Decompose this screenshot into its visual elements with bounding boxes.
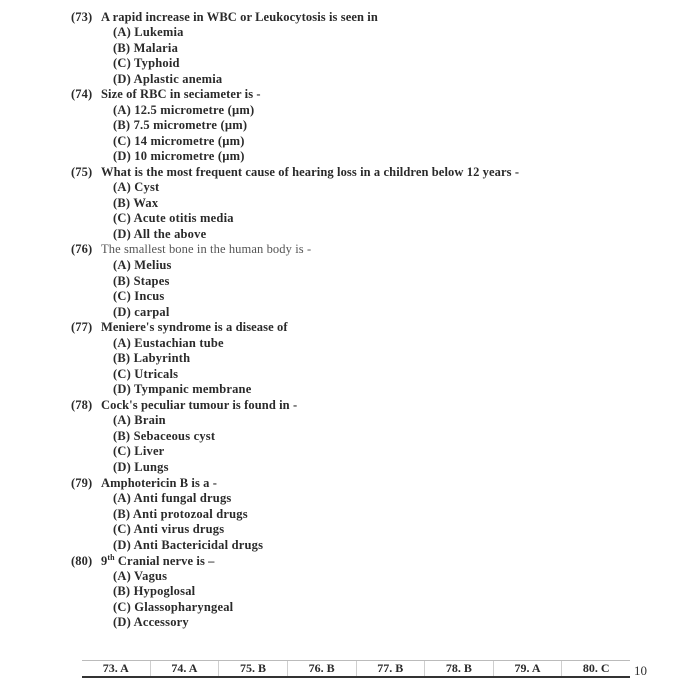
option-75-d: (D) All the above [113,227,207,241]
option-78-b: (B) Sebaceous cyst [113,429,216,443]
option-73-b: (B) Malaria [113,41,179,55]
question-73: (73) A rapid increase in WBC or Leukocytosis is seen in [71,10,378,24]
question-80: (80) 9th Cranial nerve is – [71,553,215,569]
option-77-a: (A) Eustachian tube [113,336,224,350]
option-77-b: (B) Labyrinth [113,351,191,365]
answer-74: 74. A [151,661,220,676]
question-77: (77) Meniere's syndrome is a disease of [71,320,288,334]
option-76-a: (A) Melius [113,258,172,272]
option-74-c: (C) 14 micrometre (µm) [113,134,245,148]
option-79-a: (A) Anti fungal drugs [113,491,232,505]
option-76-d: (D) carpal [113,305,170,319]
option-75-a: (A) Cyst [113,180,160,194]
option-78-d: (D) Lungs [113,460,169,474]
option-78-c: (C) Liver [113,444,165,458]
answer-76: 76. B [288,661,357,676]
option-74-a: (A) 12.5 micrometre (µm) [113,103,255,117]
option-79-d: (D) Anti Bactericidal drugs [113,538,264,552]
question-76: (76) The smallest bone in the human body is - [71,242,312,256]
option-73-c: (C) Typhoid [113,56,180,70]
question-79: (79) Amphotericin B is a - [71,476,217,490]
answer-key [82,660,630,678]
option-74-d: (D) 10 micrometre (µm) [113,149,245,163]
option-77-d: (D) Tympanic membrane [113,382,252,396]
page-number: 10 [634,663,647,678]
option-80-d: (D) Accessory [113,615,189,629]
option-74-b: (B) 7.5 micrometre (µm) [113,118,248,132]
option-75-b: (B) Wax [113,196,159,210]
option-76-b: (B) Stapes [113,274,170,288]
answer-80: 80. C [582,661,610,675]
question-75: (75) What is the most frequent cause of hearing loss in a children below 12 years - [71,165,520,179]
answer-73: 73. A [82,661,151,676]
option-78-a: (A) Brain [113,413,166,427]
option-79-b: (B) Anti protozoal drugs [113,507,248,521]
option-79-c: (C) Anti virus drugs [113,522,225,536]
question-74: (74) Size of RBC in seciameter is - [71,87,261,101]
answer-78: 78. B [425,661,494,676]
option-75-c: (C) Acute otitis media [113,211,234,225]
option-76-c: (C) Incus [113,289,165,303]
option-73-d: (D) Aplastic anemia [113,72,223,86]
question-78: (78) Cock's peculiar tumour is found in - [71,398,298,412]
answer-79: 79. A [494,661,563,676]
option-80-a: (A) Vagus [113,569,168,583]
option-80-c: (C) Glassopharyngeal [113,600,234,614]
option-73-a: (A) Lukemia [113,25,184,39]
answer-77: 77. B [357,661,426,676]
option-80-b: (B) Hypoglosal [113,584,196,598]
answer-75: 75. B [219,661,288,676]
option-77-c: (C) Utricals [113,367,179,381]
